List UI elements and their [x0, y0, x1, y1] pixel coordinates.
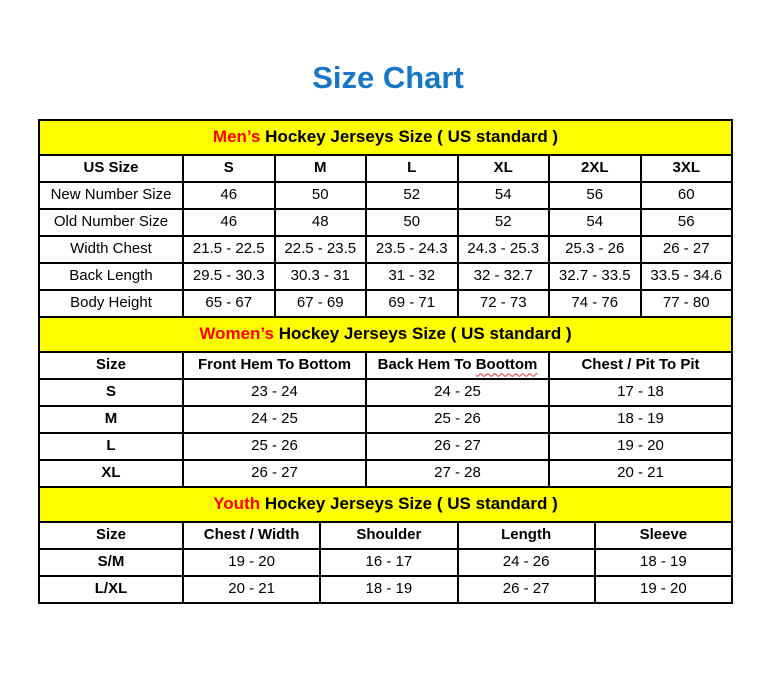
page-title: Size Chart — [312, 60, 464, 95]
value-cell: 29.5 - 30.3 — [183, 263, 275, 290]
value-cell: 20 - 21 — [549, 460, 732, 487]
value-cell: 18 - 19 — [595, 549, 732, 576]
youth-section-heading — [39, 487, 732, 522]
womens-header-row — [39, 352, 732, 379]
row-body-height — [39, 290, 732, 317]
value-cell: 52 — [366, 182, 458, 209]
row-youth-sm — [39, 549, 732, 576]
mens-header-row — [39, 155, 732, 182]
mens-section-heading — [39, 120, 732, 155]
value-cell: 54 — [458, 182, 550, 209]
value-cell: 23 - 24 — [183, 379, 366, 406]
womens-size-table — [38, 316, 733, 488]
col-header-size: Size — [39, 352, 183, 379]
value-cell: 65 - 67 — [183, 290, 275, 317]
col-header-back-hem — [366, 352, 549, 379]
back-hem-misspelled-word: Boottom — [475, 356, 538, 374]
row-label: Width Chest — [39, 236, 183, 263]
row-old-number-size — [39, 209, 732, 236]
row-label: S/M — [39, 549, 183, 576]
value-cell: 54 — [549, 209, 641, 236]
youth-heading-text: Hockey Jerseys Size ( US standard ) — [260, 494, 558, 514]
col-header-chest-width: Chest / Width — [183, 522, 320, 549]
womens-heading-text: Hockey Jerseys Size ( US standard ) — [273, 324, 572, 344]
col-header-3xl: 3XL — [641, 155, 733, 182]
size-chart-container — [38, 119, 733, 604]
col-header-size: Size — [39, 522, 183, 549]
youth-header-row — [39, 522, 732, 549]
value-cell: 19 - 20 — [595, 576, 732, 603]
value-cell: 23.5 - 24.3 — [366, 236, 458, 263]
youth-heading-highlight: Youth — [213, 494, 261, 514]
value-cell: 50 — [366, 209, 458, 236]
value-cell: 25 - 26 — [183, 433, 366, 460]
value-cell: 19 - 20 — [549, 433, 732, 460]
row-label: XL — [39, 460, 183, 487]
col-header-l: L — [366, 155, 458, 182]
mens-heading-text: Hockey Jerseys Size ( US standard ) — [260, 127, 559, 147]
row-womens-m — [39, 406, 732, 433]
row-label: New Number Size — [39, 182, 183, 209]
back-hem-label: Back Hem To — [377, 356, 476, 374]
value-cell: 25 - 26 — [366, 406, 549, 433]
value-cell: 20 - 21 — [183, 576, 320, 603]
row-label: Old Number Size — [39, 209, 183, 236]
row-label: L — [39, 433, 183, 460]
value-cell: 24 - 25 — [366, 379, 549, 406]
col-header-chest-pit: Chest / Pit To Pit — [549, 352, 732, 379]
value-cell: 48 — [275, 209, 367, 236]
value-cell: 33.5 - 34.6 — [641, 263, 733, 290]
value-cell: 50 — [275, 182, 367, 209]
value-cell: 24 - 25 — [183, 406, 366, 433]
value-cell: 21.5 - 22.5 — [183, 236, 275, 263]
mens-heading-highlight: Men’s — [212, 127, 261, 147]
row-width-chest — [39, 236, 732, 263]
value-cell: 52 — [458, 209, 550, 236]
col-header-s: S — [183, 155, 275, 182]
col-header-m: M — [275, 155, 367, 182]
row-label: Body Height — [39, 290, 183, 317]
value-cell: 18 - 19 — [320, 576, 457, 603]
col-header-xl: XL — [458, 155, 550, 182]
row-womens-xl — [39, 460, 732, 487]
value-cell: 46 — [183, 209, 275, 236]
value-cell: 26 - 27 — [366, 433, 549, 460]
row-back-length — [39, 263, 732, 290]
value-cell: 16 - 17 — [320, 549, 457, 576]
value-cell: 24 - 26 — [458, 549, 595, 576]
col-header-sleeve: Sleeve — [595, 522, 732, 549]
col-header-2xl: 2XL — [549, 155, 641, 182]
value-cell: 26 - 27 — [641, 236, 733, 263]
value-cell: 22.5 - 23.5 — [275, 236, 367, 263]
row-womens-l — [39, 433, 732, 460]
value-cell: 32 - 32.7 — [458, 263, 550, 290]
mens-size-table — [38, 119, 733, 318]
col-header-front-hem: Front Hem To Bottom — [183, 352, 366, 379]
youth-size-table — [38, 486, 733, 604]
value-cell: 26 - 27 — [183, 460, 366, 487]
value-cell: 30.3 - 31 — [275, 263, 367, 290]
value-cell: 25.3 - 26 — [549, 236, 641, 263]
value-cell: 56 — [641, 209, 733, 236]
value-cell: 56 — [549, 182, 641, 209]
row-label: M — [39, 406, 183, 433]
value-cell: 27 - 28 — [366, 460, 549, 487]
col-header-us-size: US Size — [39, 155, 183, 182]
value-cell: 77 - 80 — [641, 290, 733, 317]
col-header-shoulder: Shoulder — [320, 522, 457, 549]
value-cell: 67 - 69 — [275, 290, 367, 317]
value-cell: 60 — [641, 182, 733, 209]
row-youth-lxl — [39, 576, 732, 603]
youth-band-row — [39, 487, 732, 522]
row-new-number-size — [39, 182, 732, 209]
row-womens-s — [39, 379, 732, 406]
value-cell: 19 - 20 — [183, 549, 320, 576]
value-cell: 74 - 76 — [549, 290, 641, 317]
value-cell: 32.7 - 33.5 — [549, 263, 641, 290]
mens-band-row — [39, 120, 732, 155]
womens-section-heading — [39, 317, 732, 352]
value-cell: 18 - 19 — [549, 406, 732, 433]
womens-band-row — [39, 317, 732, 352]
value-cell: 17 - 18 — [549, 379, 732, 406]
row-label: Back Length — [39, 263, 183, 290]
value-cell: 26 - 27 — [458, 576, 595, 603]
value-cell: 24.3 - 25.3 — [458, 236, 550, 263]
row-label: S — [39, 379, 183, 406]
row-label: L/XL — [39, 576, 183, 603]
value-cell: 46 — [183, 182, 275, 209]
value-cell: 31 - 32 — [366, 263, 458, 290]
womens-heading-highlight: Women’s — [199, 324, 274, 344]
col-header-length: Length — [458, 522, 595, 549]
value-cell: 69 - 71 — [366, 290, 458, 317]
value-cell: 72 - 73 — [458, 290, 550, 317]
